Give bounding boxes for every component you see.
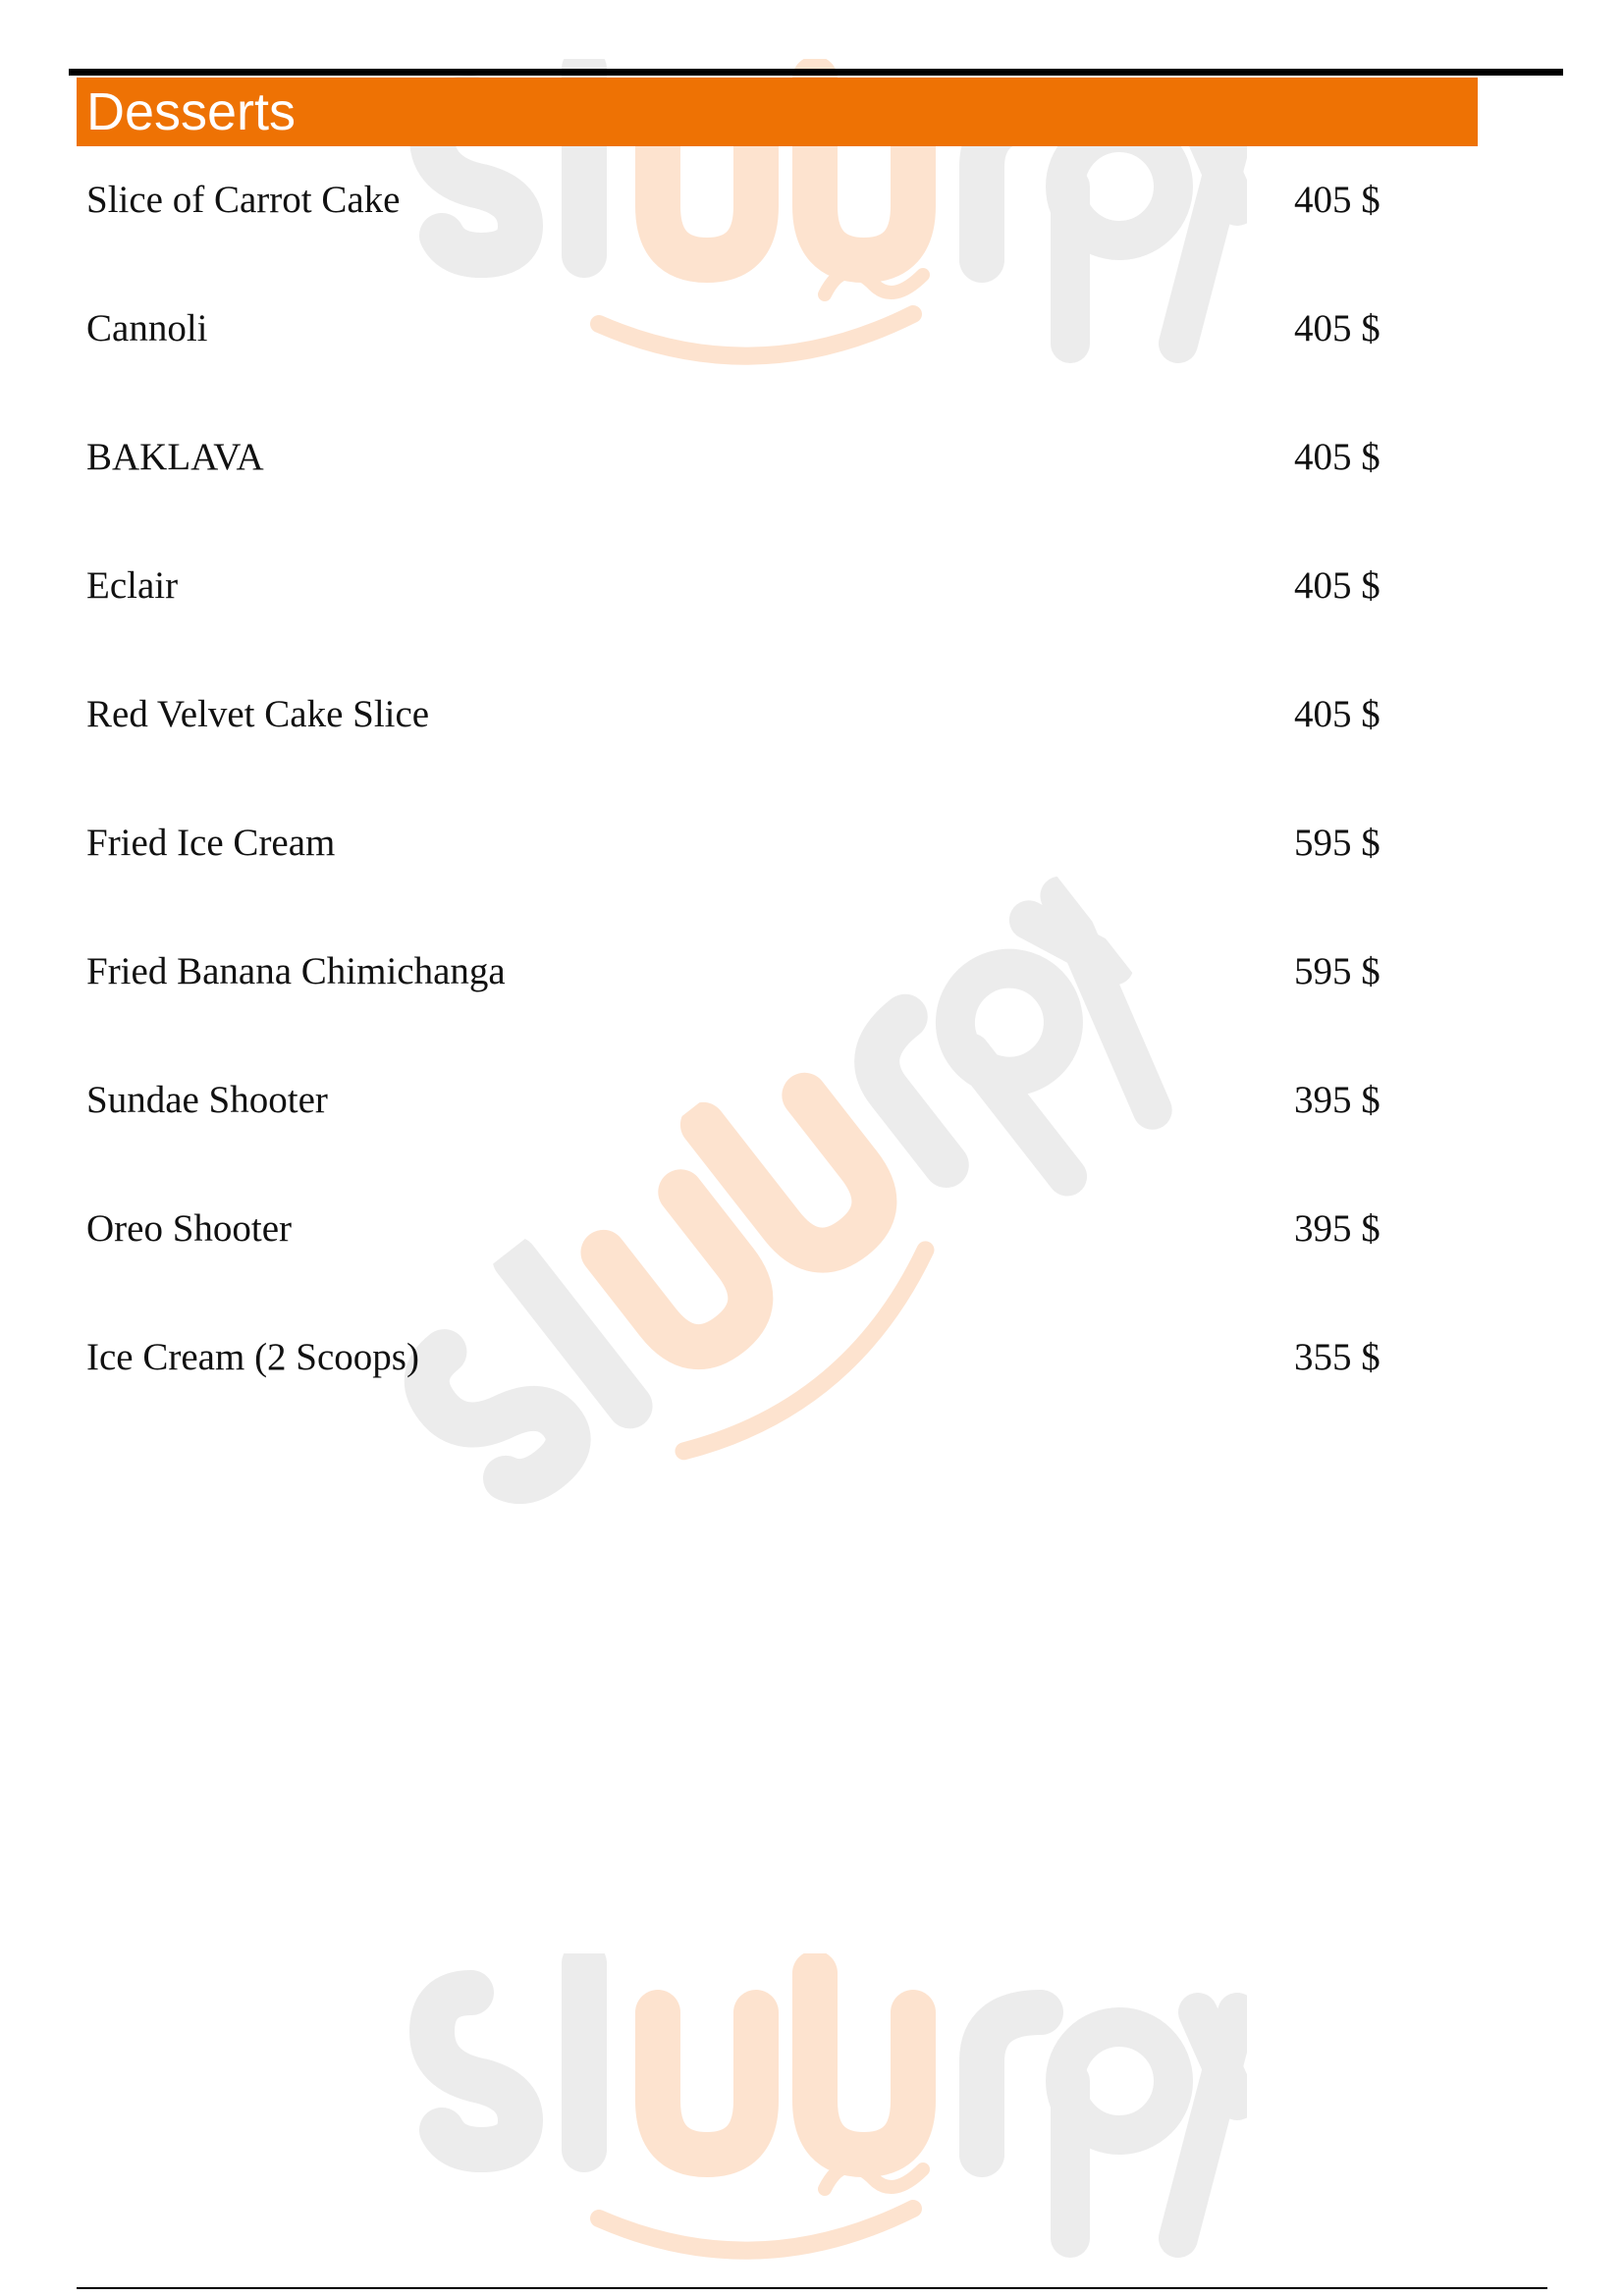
menu-item-price: 405 $: [1294, 564, 1380, 607]
menu-item-name: Eclair: [86, 564, 179, 607]
menu-item-price: 395 $: [1294, 1079, 1380, 1121]
menu-item: [86, 1194, 1402, 1322]
menu-item-price: 405 $: [1294, 436, 1380, 478]
menu-item-name: Sundae Shooter: [86, 1079, 328, 1121]
menu-item: [86, 422, 1402, 551]
menu-item: [86, 808, 1402, 936]
menu-item: [86, 551, 1402, 679]
menu-item: [86, 1322, 1402, 1451]
menu-item-price: 355 $: [1294, 1336, 1380, 1378]
menu-item: [86, 294, 1402, 422]
menu-item-price: 395 $: [1294, 1207, 1380, 1250]
section-header-desserts: [77, 78, 1478, 146]
menu-item-name: Cannoli: [86, 307, 208, 349]
menu-item: [86, 1065, 1402, 1194]
menu-item: [86, 165, 1402, 294]
menu-item-name: Ice Cream (2 Scoops): [86, 1336, 419, 1378]
menu-item-name: Slice of Carrot Cake: [86, 179, 401, 221]
menu-item-price: 405 $: [1294, 179, 1380, 221]
bottom-rule: [77, 2287, 1547, 2289]
menu-item-price: 405 $: [1294, 693, 1380, 735]
watermark-logo: [403, 1953, 1247, 2268]
menu-list: [86, 165, 1402, 1451]
menu-item-name: Fried Banana Chimichanga: [86, 950, 506, 992]
menu-item-name: Oreo Shooter: [86, 1207, 293, 1250]
top-rule: [69, 69, 1563, 76]
menu-item: [86, 936, 1402, 1065]
menu-item-price: 595 $: [1294, 822, 1380, 864]
menu-item-price: 595 $: [1294, 950, 1380, 992]
menu-item-price: 405 $: [1294, 307, 1380, 349]
menu-item-name: Red Velvet Cake Slice: [86, 693, 430, 735]
menu-item-name: BAKLAVA: [86, 436, 264, 478]
menu-item: [86, 679, 1402, 808]
section-title: Desserts: [86, 82, 297, 141]
watermark-logo-graphic: [403, 1953, 1247, 2268]
menu-item-name: Fried Ice Cream: [86, 822, 336, 864]
